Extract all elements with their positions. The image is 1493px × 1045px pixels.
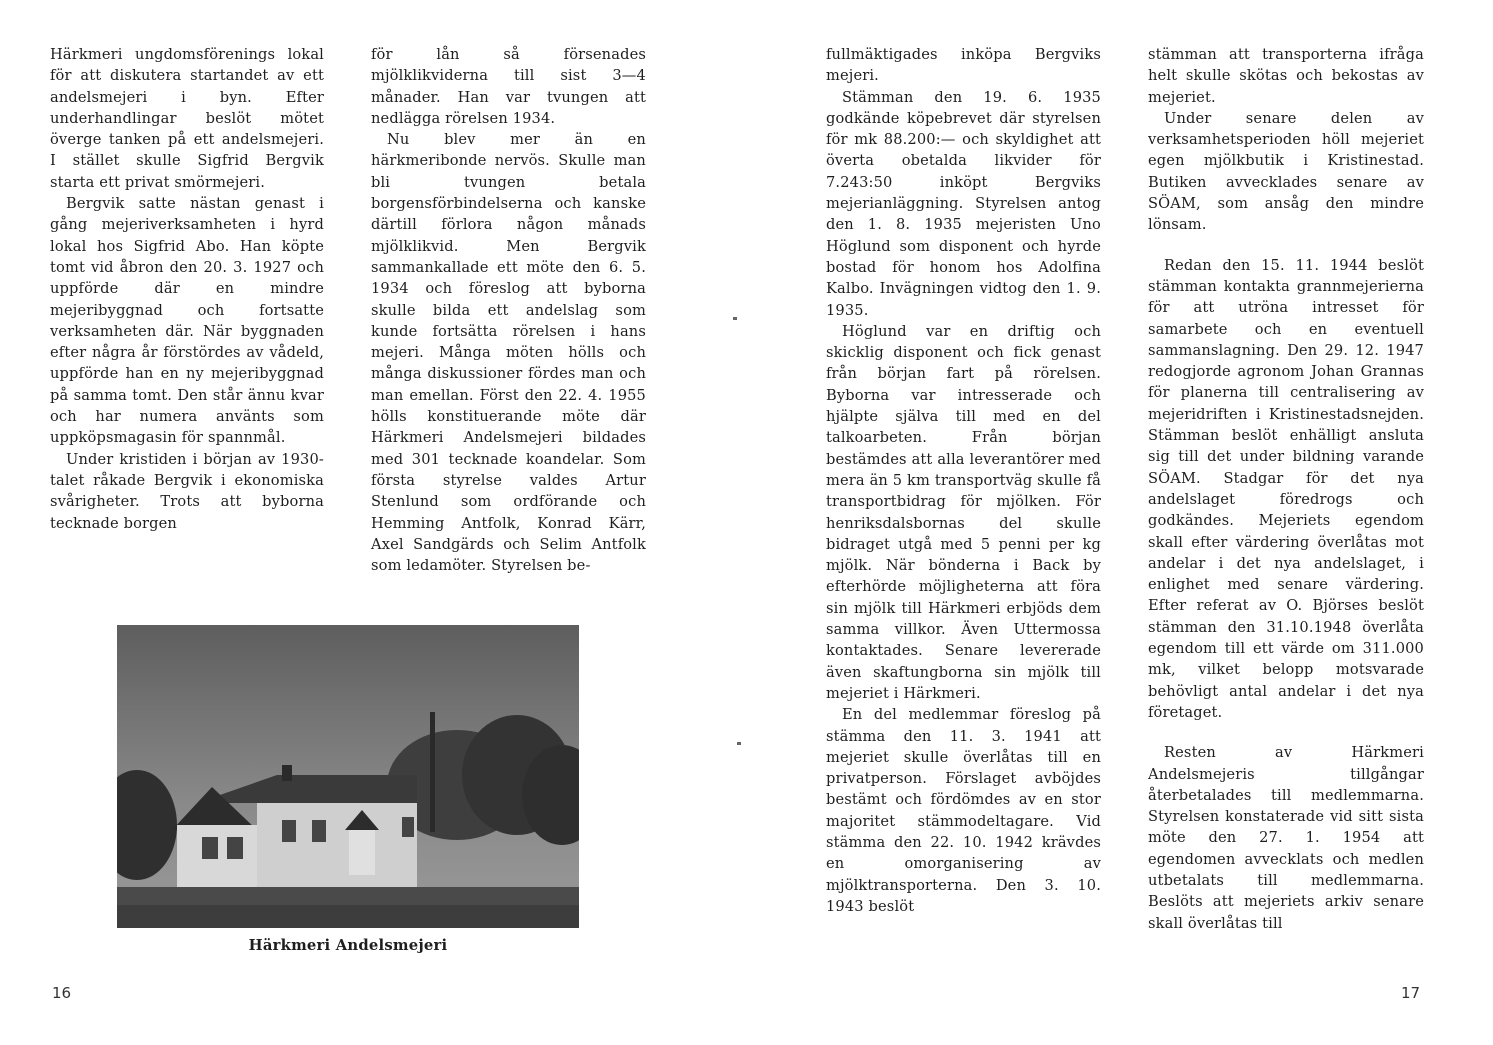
paragraph: Under kristiden i början av 1930-talet råkade Bergvik i ekonomiska svårigheter. Trots att byborna tecknade borgen bbox=[50, 450, 324, 532]
text-column-4 bbox=[1148, 44, 1424, 934]
scan-speck bbox=[733, 317, 737, 320]
paragraph: Härkmeri ungdomsförenings lokal för att diskutera startandet av ett andelsmejeri i byn. Efter underhandlingar beslöt mötet överge tanken på ett andelsmejeri. I stället skulle Sigfrid Bergvik starta ett privat smörmejeri. bbox=[50, 46, 324, 191]
paragraph: Stämman den 19. 6. 1935 godkände köpebrevet där styrelsen för mk 88.200:— och skyldighet att överta obetalda likvider för 7.243:50 inköpt Bergviks mejerianläggning. Styrelsen antog den 1. 8. 1935 mejeristen Uno Höglund som disponent och hyrde bostad för honom hos Adolfina Kalbo. Invägningen vidtog den 1. 9. 1935. bbox=[826, 88, 1101, 319]
paragraph: stämman att transporterna ifråga helt skulle skötas och bekostas av mejeriet. bbox=[1148, 46, 1424, 106]
left-page bbox=[0, 0, 746, 1045]
paragraph: Under senare delen av verksamhetsperioden höll mejeriet egen mjölkbutik i Kristinestad. Butiken avvecklades senare av SÖAM, som ansåg den mindre lönsam. bbox=[1148, 109, 1424, 234]
page-number-left: 16 bbox=[52, 984, 72, 1002]
paragraph: för lån så försenades mjölklikviderna till sist 3—4 månader. Han var tvungen att nedlägga rörelsen 1934. bbox=[371, 46, 646, 127]
page-number-right: 17 bbox=[1401, 984, 1421, 1002]
right-page bbox=[746, 0, 1493, 1045]
paragraph: En del medlemmar föreslog på stämma den 11. 3. 1941 att mejeriet skulle överlåtas till en privatperson. Förslaget avböjdes bestämt och fördömdes av en stor majoritet stämmodeltagare. Vid stämma den 22. 10. 1942 krävdes en omorganisering av mjölktransporterna. Den 3. 10. 1943 beslöt bbox=[826, 706, 1101, 915]
text-column-2 bbox=[371, 44, 646, 576]
paragraph: Bergvik satte nästan genast i gång mejeriverksamheten i hyrd lokal hos Sigfrid Abo. Han köpte tomt vid åbron den 20. 3. 1927 och uppförde där en mindre mejeribyggnad och fortsatte verksamheten där. När byggnaden efter några år förstördes av vådeld, uppförde han en ny mejeribyggnad på samma tomt. Den står ännu kvar och har numera använts som uppköpsmagasin för spannmål. bbox=[50, 195, 324, 447]
paragraph: Höglund var en driftig och skicklig disponent och fick genast från början fart på rörelsen. Byborna var intresserade och hjälpte själva till med en del talkoarbeten. Från början bestämdes att alla leverantörer med mera än 5 km transportväg skulle få transportbidrag för mjölken. För henriksdalsbornas del skulle bidraget utgå med 5 penni per kg mjölk. När bönderna i Back by efterhörde möjligheterna att föra sin mjölk till Härkmeri erbjöds dem samma villkor. Även Uttermossa kontaktades. Senare levererade även skaftungborna sin mjölk till mejeriet i Härkmeri. bbox=[826, 322, 1101, 702]
paragraph: Redan den 15. 11. 1944 beslöt stämman kontakta grannmejerierna för att utröna intresset för samarbete och en eventuell sammanslagning. Den 29. 12. 1947 redogjorde agronom Johan Grannas för planerna till centralisering av mejeridriften i Kristinestadsnejden. Stämman beslöt enhälligt ansluta sig till det under bildning varande SÖAM. Stadgar för det nya andelslaget föredrogs och godkändes. Mejeriets egendom skall efter värdering överlåtas mot andelar i det nya andelslaget, i enlighet med senare värdering. Efter referat av O. Björses beslöt stämman den 31.10.1948 överlåta egendom till ett värde om 311.000 mk, vilket belopp motsvarade behövligt antal andelar i det nya företaget. bbox=[1148, 256, 1424, 721]
paragraph: Resten av Härkmeri Andelsmejeris tillgångar återbetalades till medlemmarna. Styrelsen konstaterade vid sitt sista möte den 27. 1. 1954 att egendomen avvecklats och medlen utbetalats till medlemmarna. Beslöts att mejeriets arkiv senare skall överlåtas till bbox=[1148, 744, 1424, 932]
photo-caption: Härkmeri Andelsmejeri bbox=[248, 937, 448, 954]
text-column-1 bbox=[50, 44, 324, 534]
dairy-building-photo bbox=[117, 625, 579, 928]
paragraph: fullmäktigades inköpa Bergviks mejeri. bbox=[826, 46, 1101, 85]
text-column-3 bbox=[826, 44, 1101, 917]
scan-speck bbox=[737, 742, 741, 745]
paragraph: Nu blev mer än en härkmeribonde nervös. Skulle man bli tvungen betala borgensförbindelserna och kanske därtill förlora någon månads mjölklikvid. Men Bergvik sammankallade ett möte den 6. 5. 1934 och föreslog att byborna skulle bilda ett andelslag som kunde fortsätta rörelsen i hans mejeri. Många möten hölls och många diskussioner fördes man och man emellan. Först den 22. 4. 1955 hölls konstituerande möte där Härkmeri Andelsmejeri bildades med 301 tecknade koandelar. Som första styrelse valdes Artur Stenlund som ordförande och Hemming Antfolk, Konrad Kärr, Axel Sandgärds och Selim Antfolk som ledamöter. Styrelsen be- bbox=[371, 131, 646, 575]
